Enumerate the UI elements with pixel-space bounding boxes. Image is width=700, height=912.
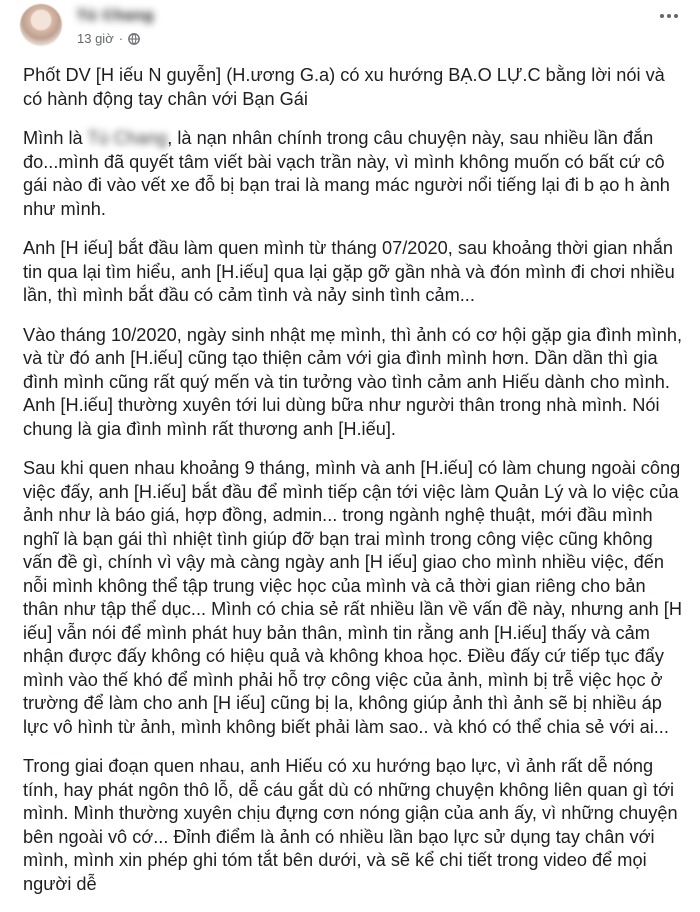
more-options-icon[interactable] (654, 6, 684, 26)
paragraph-3: Anh [H iếu] bắt đầu làm quen mình từ tháng 07/2020, sau khoảng thời gian nhắn tin qua lại tìm hiểu, anh [H.iếu] qua lại gặp gỡ gần nhà và đón mình đi chơi nhiều lần, thì mình bắt đầu có cảm tình và nảy sinh tình cảm... (23, 238, 675, 305)
author-name[interactable]: Tú Chang (77, 7, 155, 24)
p2-before: Mình là (23, 128, 88, 148)
p2-after: , là nạn nhân chính trong câu chuyện này, sau nhiều lần đắn đo...mình đã quyết tâm viết bài vạch trần này, vì mình không muốn có bất cứ cô gái nào đi vào vết xe đỗ bị bạn trai là mang mác người nổi tiếng lại đi b ạo h ành như mình. (23, 128, 670, 219)
post-time[interactable]: 13 giờ (77, 31, 114, 46)
paragraph-6: Trong giai đoạn quen nhau, anh Hiếu có xu hướng bạo lực, vì ảnh rất dễ nóng tính, hay phát ngôn thô lỗ, dễ cáu gắt dù có những chuyện không liên quan gì tới mình. Mình thường xuyên chịu đựng cơn nóng giận của anh ấy, vì những chuyện bên ngoài vô cớ... Đỉnh điểm là ảnh có nhiều lần bạo lực sử dụng tay chân với mình, mình xin phép ghi tóm tắt bên dưới, và sẽ kể chi tiết trong video để mọi người dễ (23, 756, 678, 894)
paragraph-4: Vào tháng 10/2020, ngày sinh nhật mẹ mình, thì ảnh có cơ hội gặp gia đình mình, và từ đó anh [H.iếu] cũng tạo thiện cảm với gia đình mình hơn. Dần dần thì gia đình mình cũng rất quý mến và tin tưởng vào tình cảm anh Hiếu dành cho mình. Anh [H.iếu] thường xuyên tới lui dùng bữa như người thân trong nhà mình. Nói chung là gia đình mình rất thương anh [H.iếu]. (23, 324, 683, 439)
redacted-name: Tú Chang (87, 128, 168, 148)
post-header (0, 0, 700, 58)
paragraph-5: Sau khi quen nhau khoảng 9 tháng, mình và anh [H.iếu] có làm chung ngoài công việc đấy, anh [H.iếu] bắt đầu để mình tiếp cận tới việc làm Quản Lý và lo việc của ảnh như là báo giá, hợp đồng, admin... trong ngành nghệ thuật, mới đầu mình nghĩ là bạn gái thì nhiệt tình giúp đỡ bạn trai mình trong công việc cũng không vấn đề gì, chính vì vậy mà càng ngày anh [H iếu] giao cho mình nhiều việc, đến nỗi mình không thể tập trung việc học của mình và cả thời gian riêng cho bản thân như tập thể dục... Mình có chia sẻ rất nhiều lần về vấn đề này, nhưng anh [H iếu] vẫn nói để mình phát huy bản thân, mình tin rằng anh [H.iếu] thấy và cảm nhận được đấy không có hiệu quả và không khoa học. Điều đấy cứ tiếp tục đẩy mình vào thế khó để mình phải hỗ trợ công việc của ảnh, mình bị trễ việc học ở trường để làm cho anh [H iếu] cũng bị la, không giúp ảnh thì ảnh sẽ bị nhiều áp lực vô hình từ ảnh, mình không biết phải làm sao.. và khó có thể chia sẻ với ai... (23, 458, 682, 737)
paragraph-1: Phốt DV [H iếu N guyễn] (H.ương G.a) có xu hướng BẠ.O LỰ.C bằng lời nói và có hành động tay chân với Bạn Gái (23, 65, 665, 109)
post-meta (77, 31, 140, 46)
post-body (23, 64, 683, 912)
paragraph-2 (23, 127, 683, 221)
globe-icon[interactable] (128, 33, 140, 45)
meta-separator: · (118, 31, 124, 46)
author-avatar[interactable] (20, 4, 62, 46)
